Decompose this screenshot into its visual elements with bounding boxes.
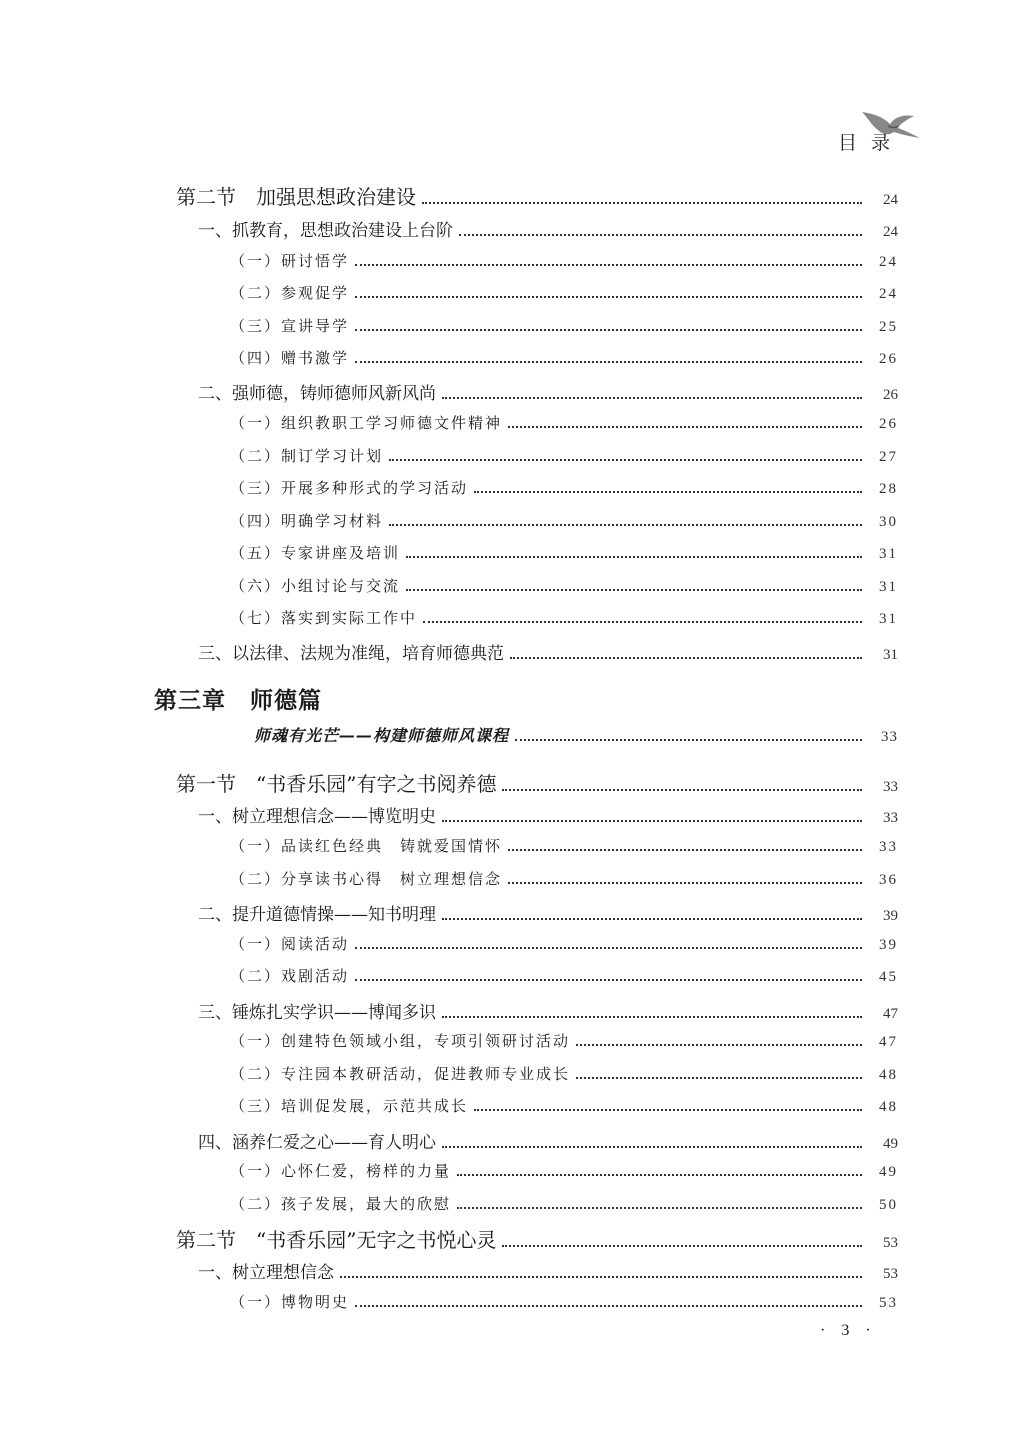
entry-title: 一、树立理想信念: [198, 1263, 334, 1283]
entry-page: 39: [883, 908, 898, 924]
toc-entry[interactable]: [230, 1030, 898, 1051]
leader-dots: [474, 491, 862, 493]
entry-title: （一）博物明史: [230, 1293, 350, 1311]
toc-entry[interactable]: [176, 1224, 898, 1253]
entry-title: （二）专注园本教研活动，促进教师专业成长: [230, 1065, 571, 1083]
entry-title: （一）研讨悟学: [230, 252, 350, 270]
entry-title: （一）心怀仁爱，榜样的力量: [230, 1162, 452, 1180]
leader-dots: [442, 1016, 862, 1018]
toc-entry[interactable]: [176, 768, 898, 797]
leader-dots: [576, 1044, 862, 1046]
entry-page: 33: [879, 839, 898, 855]
leader-dots: [457, 1174, 862, 1176]
leader-dots: [502, 1245, 862, 1247]
entry-title: （七）落实到实际工作中: [230, 609, 418, 627]
entry-page: 24: [883, 192, 898, 208]
entry-page: 48: [879, 1067, 898, 1083]
entry-title: （一）创建特色领域小组，专项引领研讨活动: [230, 1032, 571, 1050]
toc-entry[interactable]: [230, 445, 898, 466]
toc-entry[interactable]: [230, 607, 898, 628]
leader-dots: [406, 556, 862, 558]
entry-page: 50: [879, 1197, 898, 1213]
toc-entry[interactable]: [230, 1193, 898, 1214]
entry-page: 49: [879, 1164, 898, 1180]
entry-title: 四、涵养仁爱之心——育人明心: [198, 1133, 436, 1153]
entry-page: 31: [879, 611, 898, 627]
entry-page: 39: [879, 937, 898, 953]
entry-title: （二）参观促学: [230, 284, 350, 302]
entry-page: 24: [883, 224, 898, 240]
entry-page: 31: [883, 647, 898, 663]
toc-entry[interactable]: [198, 998, 898, 1023]
page-number: · 3 ·: [820, 1322, 877, 1339]
leader-dots: [508, 882, 862, 884]
entry-page: 31: [879, 546, 898, 562]
entry-page: 53: [883, 1266, 898, 1282]
leader-dots: [576, 1077, 862, 1079]
entry-page: 24: [879, 286, 898, 302]
entry-title: 二、提升道德情操——知书明理: [198, 905, 436, 925]
toc-entry[interactable]: [230, 282, 898, 303]
entry-title: （一）品读红色经典 铸就爱国情怀: [230, 837, 503, 855]
leader-dots: [508, 849, 862, 851]
entry-title: （三）宣讲导学: [230, 317, 350, 335]
entry-page: 45: [879, 969, 898, 985]
entry-page: 48: [879, 1099, 898, 1115]
entry-page: 30: [879, 514, 898, 530]
toc-entry[interactable]: [230, 315, 898, 336]
entry-title: （二）孩子发展，最大的欣慰: [230, 1195, 452, 1213]
leader-dots: [389, 524, 862, 526]
toc-entry[interactable]: [198, 802, 898, 827]
leader-dots: [422, 202, 862, 204]
entry-title: 一、抓教育，思想政治建设上台阶: [198, 221, 453, 241]
leader-dots: [355, 264, 862, 266]
toc-entry[interactable]: [198, 1258, 898, 1283]
entry-page: 24: [879, 254, 898, 270]
entry-title: 第一节 “书香乐园”有字之书阅养德: [176, 772, 497, 796]
toc-entry[interactable]: [230, 347, 898, 368]
leader-dots: [442, 820, 862, 822]
entry-page: 26: [879, 351, 898, 367]
entry-title: （五）专家讲座及培训: [230, 544, 401, 562]
entry-title: （二）分享读书心得 树立理想信念: [230, 870, 503, 888]
toc-entry[interactable]: [230, 412, 898, 433]
leader-dots: [389, 459, 862, 461]
entry-title: 三、锤炼扎实学识——博闻多识: [198, 1003, 436, 1023]
toc-entry[interactable]: [230, 835, 898, 856]
leader-dots: [442, 918, 862, 920]
leader-dots: [355, 979, 862, 981]
entry-page: 27: [879, 449, 898, 465]
entry-title: （四）明确学习材料: [230, 512, 384, 530]
leader-dots: [355, 329, 862, 331]
toc-entry[interactable]: [230, 1095, 898, 1116]
entry-page: 47: [879, 1034, 898, 1050]
entry-title: （二）制订学习计划: [230, 447, 384, 465]
entry-title: 第二节 “书香乐园”无字之书悦心灵: [176, 1228, 497, 1252]
toc-entry[interactable]: [176, 181, 898, 210]
toc-header: 目录: [838, 132, 905, 154]
toc-entry[interactable]: [230, 477, 898, 498]
leader-dots: [510, 657, 862, 659]
entry-page: 47: [883, 1006, 898, 1022]
entry-page: 53: [879, 1295, 898, 1311]
entry-page: 28: [879, 481, 898, 497]
toc-entry[interactable]: [198, 216, 898, 241]
entry-page: 31: [879, 579, 898, 595]
leader-dots: [340, 1276, 862, 1278]
entry-page: 49: [883, 1136, 898, 1152]
toc-entry[interactable]: [230, 868, 898, 889]
toc-entry[interactable]: [198, 639, 898, 664]
entry-page: 26: [879, 416, 898, 432]
toc-entry[interactable]: [230, 250, 898, 271]
entry-title: 师魂有光芒——构建师德师风课程: [254, 726, 510, 745]
chapter-title: 第三章 师德篇: [154, 688, 322, 714]
leader-dots: [508, 426, 862, 428]
entry-title: 三、以法律、法规为准绳，培育师德典范: [198, 644, 504, 664]
leader-dots: [459, 234, 862, 236]
entry-page: 53: [883, 1235, 898, 1251]
leader-dots: [474, 1109, 862, 1111]
entry-page: 26: [883, 387, 898, 403]
entry-page: 33: [881, 729, 898, 745]
entry-page: 33: [883, 779, 898, 795]
entry-title: 二、强师德，铸师德师风新风尚: [198, 384, 436, 404]
leader-dots: [423, 621, 862, 623]
leader-dots: [355, 1305, 862, 1307]
toc-entry[interactable]: [198, 379, 898, 404]
toc-entry[interactable]: [198, 1128, 898, 1153]
leader-dots: [406, 589, 862, 591]
toc-entry[interactable]: [198, 900, 898, 925]
entry-title: （二）戏剧活动: [230, 967, 350, 985]
entry-title: （一）阅读活动: [230, 935, 350, 953]
entry-title: 一、树立理想信念——博览明史: [198, 807, 436, 827]
leader-dots: [355, 947, 862, 949]
leader-dots: [355, 361, 862, 363]
leader-dots: [355, 296, 862, 298]
entry-page: 33: [883, 810, 898, 826]
toc-entry[interactable]: [230, 1291, 898, 1312]
leader-dots: [442, 397, 862, 399]
leader-dots: [442, 1146, 862, 1148]
toc-entry[interactable]: [230, 542, 898, 563]
entry-title: （一）组织教职工学习师德文件精神: [230, 414, 503, 432]
toc-entry[interactable]: [230, 965, 898, 986]
toc-entry[interactable]: [230, 575, 898, 596]
entry-page: 25: [879, 319, 898, 335]
entry-title: （三）开展多种形式的学习活动: [230, 479, 469, 497]
leader-dots: [515, 739, 862, 741]
leader-dots: [502, 789, 862, 791]
toc-entry[interactable]: [230, 1160, 898, 1181]
toc-entry[interactable]: [254, 723, 898, 746]
entry-title: （六）小组讨论与交流: [230, 577, 401, 595]
toc-entry[interactable]: [230, 1063, 898, 1084]
toc-entry[interactable]: [230, 510, 898, 531]
entry-title: （三）培训促发展，示范共成长: [230, 1097, 469, 1115]
leader-dots: [457, 1207, 862, 1209]
toc-entry[interactable]: [230, 933, 898, 954]
entry-title: （四）赠书激学: [230, 349, 350, 367]
entry-page: 36: [879, 872, 898, 888]
entry-title: 第二节 加强思想政治建设: [176, 185, 416, 209]
